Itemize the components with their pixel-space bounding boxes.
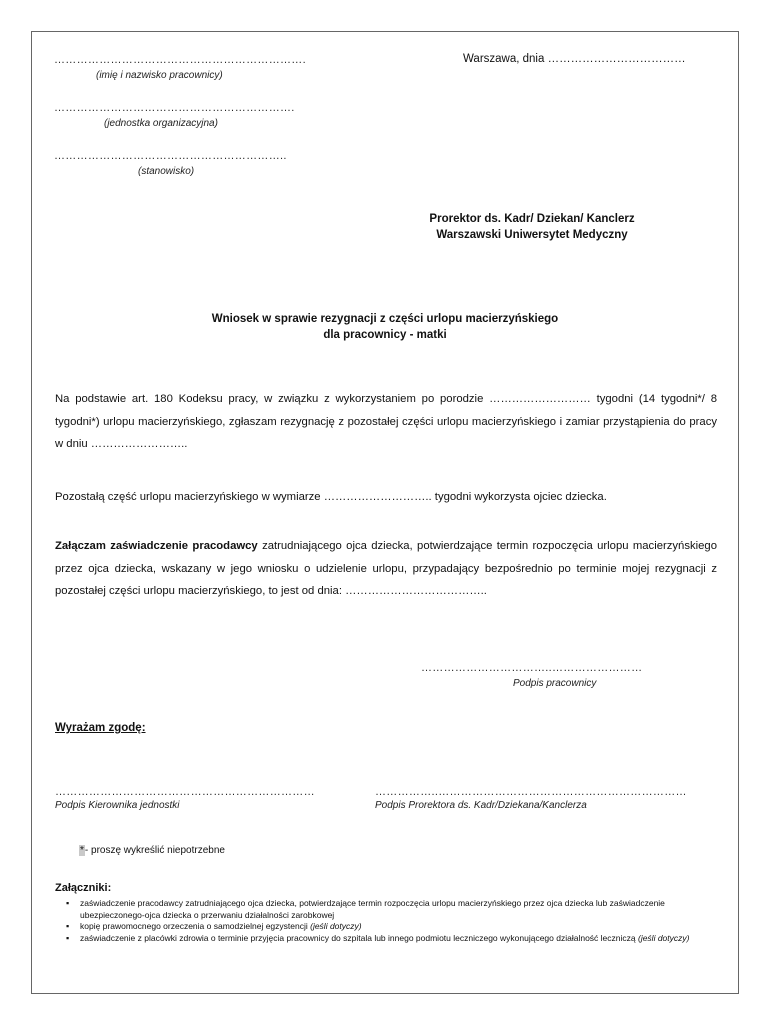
prorector-signature-line[interactable]: ……………..………………………………………………………… [375,786,687,798]
attachment-item [80,898,720,921]
attachment-item-note: (jeśli dotyczy) [310,921,362,931]
employee-signature-caption: Podpis pracownicy [513,678,597,689]
attachment-item-note: (jeśli dotyczy) [637,932,690,943]
addressee-line-2: Warszawski Uniwersytet Medyczny [436,229,628,241]
paragraph-attachment-rest: zatrudniającego ojca dziecka, potwierdzające termin rozpoczęcia urlopu macierzyńskiego przez ojca dziecka, wskazany w jego wniosku o udzielenie urlopu, przypadający bezpośrednio po terminie mojej rezygnacji z pozostałej części urlopu macierzyńskiego, to jest od dnia: ……………………………….. [55,540,717,597]
paragraph-resignation: Na podstawie art. 180 Kodeksu pracy, w związku z wykorzystaniem po porodzie ……………………… tygodni (14 tygodni*/ 8 tygodni*) urlopu macierzyńskiego, zgłaszam rezygnację z pozostałej części urlopu macierzyńskiego i zamiar przystąpienia do pracy w dniu …………………….. [55,393,717,450]
paragraph-attachment-statement [55,535,717,603]
footnote-star: * [80,845,84,856]
unit-head-signature-line[interactable]: …………………………………………………………… [55,786,315,798]
employee-signature-line[interactable]: ……………………………..…………………… [421,662,643,674]
footnote [79,845,225,856]
paragraph-remaining-leave: Pozostałą część urlopu macierzyńskiego w wymiarze ……………………….. tygodni wykorzysta ojciec dziecka. [55,491,607,503]
place-date-field[interactable]: Warszawa, dnia ……………………………… [463,53,686,65]
unit-caption: (jednostka organizacyjna) [104,118,218,129]
document-title [32,311,738,343]
attachment-item-text: zaświadczenie z placówki zdrowia o terminie przyjęcia pracownicy do szpitala lub innego podmiotu leczniczego wykonującego działalność leczniczą [80,932,638,943]
addressee-line-1: Prorektor ds. Kadr/ Dziekan/ Kanclerz [429,213,635,225]
title-line-2: dla pracownicy - matki [323,329,447,341]
paragraph-attachment-bold: Załączam zaświadczenie pracodawcy [55,540,258,552]
name-caption: (imię i nazwisko pracownicy) [96,70,223,81]
attachment-item-text: zaświadczenie pracodawcy zatrudniającego ojca dziecka, potwierdzające termin rozpoczęcia urlopu macierzyńskiego przez ojca dziecka lub zaświadczenie ubezpieczonego-ojca dziecka o przerwaniu działalności zarobkowej [80,898,665,920]
consent-label: Wyrażam zgodę: [55,722,146,734]
position-caption: (stanowisko) [138,166,195,177]
attachments-list [66,898,720,944]
addressee [372,211,692,243]
name-field-line[interactable]: …………………………………………………………. [54,54,306,66]
position-field-line[interactable]: …………………………………………………….. [54,150,287,162]
prorector-signature-caption: Podpis Prorektora ds. Kadr/Dziekana/Kanclerza [375,800,587,811]
attachments-title: Załączniki: [55,882,112,894]
attachment-item [80,921,720,933]
attachment-item [80,933,720,945]
unit-head-signature-caption: Podpis Kierownika jednostki [55,800,180,811]
attachment-item-text: kopię prawomocnego orzeczenia o samodzielnej egzystencji [80,921,311,931]
title-line-1: Wniosek w sprawie rezygnacji z części urlopu macierzyńskiego [211,313,559,325]
footnote-text: - proszę wykreślić niepotrzebne [84,845,225,856]
document-page [31,31,739,994]
unit-field-line[interactable]: ………………………………………………………. [54,102,295,114]
